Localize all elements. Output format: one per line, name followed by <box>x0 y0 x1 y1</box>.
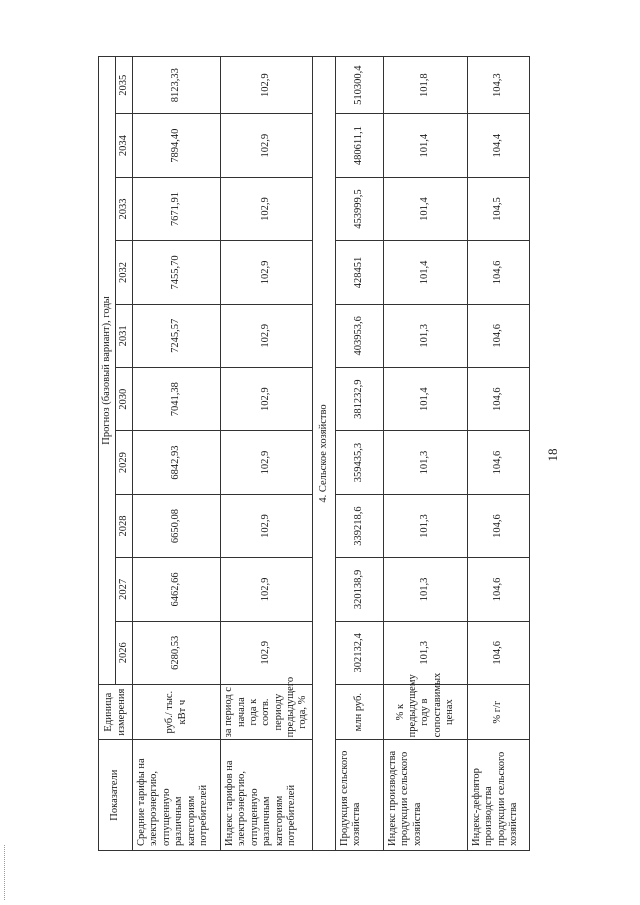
value-cell: 104,6 <box>468 368 530 431</box>
value-cell: 101,4 <box>384 241 468 304</box>
value-cell: 102,9 <box>221 368 313 431</box>
value-cell: 104,6 <box>468 494 530 557</box>
unit-cell: млн руб. <box>336 684 384 739</box>
header-year: 2035 <box>116 57 133 114</box>
value-cell: 6280,53 <box>133 621 221 684</box>
value-cell: 101,4 <box>384 368 468 431</box>
value-cell: 101,3 <box>384 494 468 557</box>
table-row <box>384 57 468 851</box>
header-year: 2027 <box>116 558 133 621</box>
unit-cell: % к предыдущему году в сопоставимых ценах <box>384 684 468 739</box>
value-cell: 428451 <box>336 241 384 304</box>
value-cell: 480611,1 <box>336 114 384 177</box>
unit-cell: % г/г <box>468 684 530 739</box>
value-cell: 7041,38 <box>133 368 221 431</box>
value-cell: 7245,57 <box>133 304 221 367</box>
forecast-table <box>98 56 530 851</box>
value-cell: 101,3 <box>384 558 468 621</box>
value-cell: 101,3 <box>384 304 468 367</box>
header-row-top <box>99 57 116 851</box>
table-row <box>221 57 313 851</box>
header-year: 2031 <box>116 304 133 367</box>
value-cell: 102,9 <box>221 114 313 177</box>
value-cell: 102,9 <box>221 177 313 240</box>
header-year: 2033 <box>116 177 133 240</box>
table-row <box>133 57 221 851</box>
header-forecast: Прогноз (базовый вариант), годы <box>99 57 116 685</box>
indicator-cell: Средние тарифы на электроэнергию, отпущенную различным категориям потребителей <box>133 740 221 851</box>
value-cell: 453999,5 <box>336 177 384 240</box>
header-year: 2034 <box>116 114 133 177</box>
table-row <box>468 57 530 851</box>
value-cell: 101,4 <box>384 177 468 240</box>
value-cell: 7671,91 <box>133 177 221 240</box>
value-cell: 104,6 <box>468 431 530 494</box>
value-cell: 101,4 <box>384 114 468 177</box>
value-cell: 8123,33 <box>133 57 221 114</box>
value-cell: 102,9 <box>221 304 313 367</box>
table-body <box>133 57 530 851</box>
unit-cell: руб./ тыс. кВт ч <box>133 684 221 739</box>
table-row <box>336 57 384 851</box>
value-cell: 339218,6 <box>336 494 384 557</box>
section-row <box>313 57 336 851</box>
value-cell: 102,9 <box>221 57 313 114</box>
value-cell: 101,3 <box>384 621 468 684</box>
indicator-cell: Индекс тарифов на электроэнергию, отпущенную различным категориям потребителей <box>221 740 313 851</box>
value-cell: 302132,4 <box>336 621 384 684</box>
value-cell: 7455,70 <box>133 241 221 304</box>
value-cell: 104,6 <box>468 241 530 304</box>
value-cell: 381232,9 <box>336 368 384 431</box>
header-indicator: Показатели <box>99 740 133 851</box>
value-cell: 104,5 <box>468 177 530 240</box>
value-cell: 6650,08 <box>133 494 221 557</box>
section-title: 4. Сельское хозяйство <box>313 57 336 851</box>
value-cell: 102,9 <box>221 431 313 494</box>
unit-cell: за период с начала года к соотв. периоду предыдущего года, % <box>221 684 313 739</box>
value-cell: 6462,66 <box>133 558 221 621</box>
value-cell: 102,9 <box>221 558 313 621</box>
indicator-cell: Индекс-дефлятор производства продукции сельского хозяйства <box>468 740 530 851</box>
header-unit: Единица измерения <box>99 684 133 739</box>
value-cell: 104,6 <box>468 304 530 367</box>
header-year: 2030 <box>116 368 133 431</box>
value-cell: 102,9 <box>221 494 313 557</box>
value-cell: 6842,93 <box>133 431 221 494</box>
indicator-cell: Индекс производства продукции сельского хозяйства <box>384 740 468 851</box>
value-cell: 101,8 <box>384 57 468 114</box>
value-cell: 102,9 <box>221 241 313 304</box>
value-cell: 104,6 <box>468 621 530 684</box>
value-cell: 359435,3 <box>336 431 384 494</box>
value-cell: 104,3 <box>468 57 530 114</box>
indicator-cell: Продукция сельского хозяйства <box>336 740 384 851</box>
page-number: 18 <box>545 448 560 462</box>
header-year: 2032 <box>116 241 133 304</box>
value-cell: 101,3 <box>384 431 468 494</box>
value-cell: 510300,4 <box>336 57 384 114</box>
value-cell: 104,6 <box>468 558 530 621</box>
header-year: 2026 <box>116 621 133 684</box>
header-year: 2028 <box>116 494 133 557</box>
value-cell: 403953,6 <box>336 304 384 367</box>
scan-edge-mark <box>4 845 11 900</box>
header-year: 2029 <box>116 431 133 494</box>
value-cell: 102,9 <box>221 621 313 684</box>
value-cell: 7894,40 <box>133 114 221 177</box>
value-cell: 104,4 <box>468 114 530 177</box>
value-cell: 320138,9 <box>336 558 384 621</box>
